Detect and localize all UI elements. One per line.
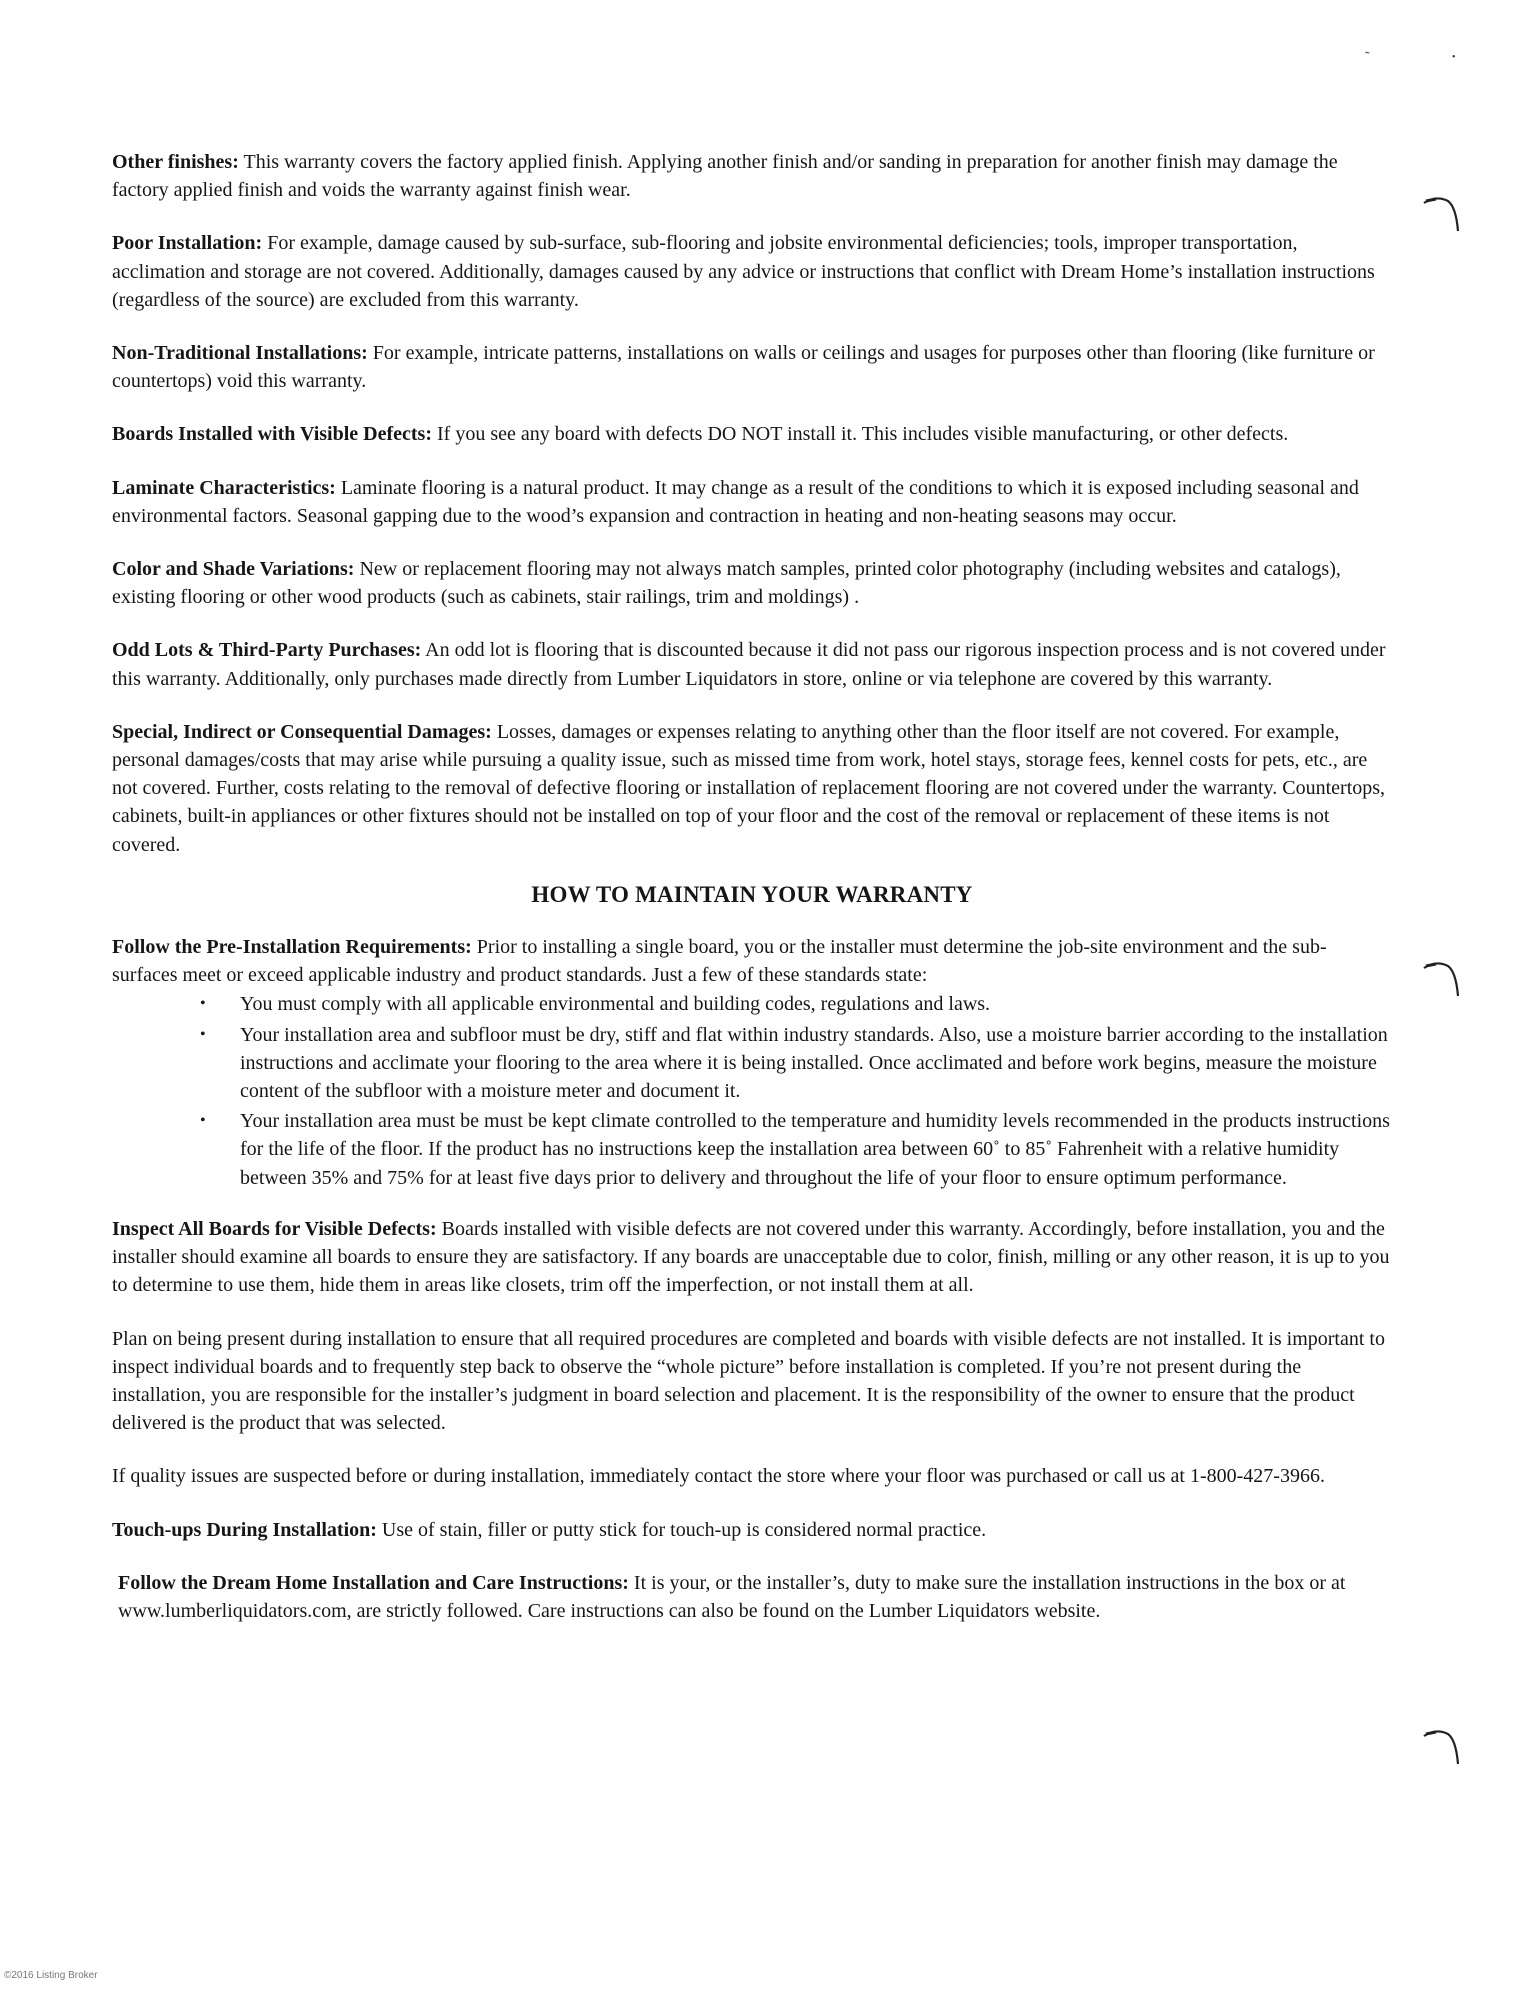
list-item <box>200 990 1392 1018</box>
footer-copyright: ©2016 Listing Broker <box>4 1970 98 1981</box>
paragraph-label: Other finishes: <box>112 151 239 173</box>
paragraph-label: Touch-ups During Installation: <box>112 1518 377 1541</box>
scan-dot: • <box>1452 52 1456 63</box>
list-item <box>200 1107 1392 1192</box>
list-item-text: You must comply with all applicable environmental and building codes, regulations and laws. <box>240 993 991 1016</box>
paragraph-touch-ups <box>112 1516 1392 1544</box>
paragraph-label: Inspect All Boards for Visible Defects: <box>112 1217 437 1240</box>
list-item-text: Your installation area and subfloor must be dry, stiff and flat within industry standards. Also, use a moisture barrier according to the installation instructions and acclimate your flooring to the area where it is being installed. Once acclimated and before work begins, measure the moisture content of the subfloor with a moisture meter and document it. <box>240 1023 1388 1103</box>
list-item <box>200 1021 1392 1106</box>
paragraph-text: Use of stain, filler or putty stick for touch-up is considered normal practice. <box>376 1518 987 1541</box>
paragraph-plan-present: Plan on being present during installation to ensure that all required procedures are completed and boards with visible defects are not installed. It is important to inspect individual boards and to frequently step back to observe the “whole picture” before installation is completed. If you’re not present during the installation, you are responsible for the installer’s judgment in board selection and placement. It is the responsibility of the owner to ensure that the product delivered is the product that was selected. <box>112 1327 1385 1435</box>
binding-hole-mark <box>1422 1728 1462 1768</box>
paragraph-label: Poor Installation: <box>112 232 263 255</box>
paragraph-text: Losses, damages or expenses relating to anything other than the floor itself are not covered. For example, personal damages/costs that may arise while pursuing a quality issue, such as missed time from work, hotel stays, storage fees, kennel costs for pets, etc., are not covered. Further, costs relating to the removal of defective flooring or installation of replacement flooring are not covered under the warranty. Countertops, cabinets, built-in appliances or other fixtures should not be installed on top of your floor and the cost of the removal or replacement of these items is not covered. <box>112 720 1386 856</box>
paragraph-text: New or replacement flooring may not always match samples, printed color photography (including websites and catalogs), existing flooring or other wood products (such as cabinets, stair railings, trim and moldings) . <box>112 558 1341 609</box>
list-item-text: Your installation area must be must be kept climate controlled to the temperature and humidity levels recommended in the products instructions for the life of the floor. If the product has no instructions keep the installation area between 60˚ to 85˚ Fahrenheit with a relative humidity between 35% and 75% for at least five days prior to delivery and throughout the life of your floor to ensure optimum performance. <box>240 1110 1390 1189</box>
paragraph-inspect-boards <box>112 1215 1392 1300</box>
paragraph-poor-installation <box>112 229 1392 314</box>
paragraph-text: Laminate flooring is a natural product. It may change as a result of the conditions to which it is exposed including seasonal and environmental factors. Seasonal gapping due to the wood’s expansion and contraction in heating and non-heating seasons may occur. <box>112 476 1359 527</box>
paragraph-pre-installation <box>112 933 1392 989</box>
scan-mark: ˜ <box>1365 50 1370 65</box>
paragraph-text: This warranty covers the factory applied finish. Applying another finish and/or sanding in preparation for another finish may damage the factory applied finish and voids the warranty against finish wear. <box>112 151 1338 202</box>
paragraph-label: Follow the Dream Home Installation and Care Instructions: <box>118 1571 629 1594</box>
paragraph-quality-issues: If quality issues are suspected before or during installation, immediately contact the store where your floor was purchased or call us at 1-800-427-3966. <box>112 1465 1325 1488</box>
paragraph-special-damages <box>112 718 1392 859</box>
bullet-icon: • <box>200 995 206 1013</box>
paragraph-label: Boards Installed with Visible Defects: <box>112 423 432 446</box>
paragraph-text: If you see any board with defects DO NOT install it. This includes visible manufacturing, or other defects. <box>432 423 1289 446</box>
paragraph-text: For example, damage caused by sub-surface, sub-flooring and jobsite environmental deficiencies; tools, improper transportation, acclimation and storage are not covered. Additionally, damages caused by any advice or instructions that conflict with Dream Home’s installation instructions (regardless of the source) are excluded from this warranty. <box>112 232 1375 311</box>
bullet-icon: • <box>200 1025 206 1043</box>
paragraph-text: Prior to installing a single board, you or the installer must determine the job-site environment and the sub-surfaces meet or exceed applicable industry and product standards. Just a few of these standards state: <box>112 936 1327 987</box>
document-body <box>112 148 1392 1650</box>
paragraph-text: Boards installed with visible defects are not covered under this warranty. Accordingly, before installation, you and the installer should examine all boards to ensure they are satisfactory. If any boards are unacceptable due to color, finish, milling or any other reason, it is up to you to determine to use them, hide them in areas like closets, trim off the imperfection, or not install them at all. <box>112 1217 1390 1297</box>
binding-hole-mark <box>1422 195 1462 235</box>
paragraph-label: Non-Traditional Installations: <box>112 342 368 365</box>
paragraph-label: Color and Shade Variations: <box>112 558 355 581</box>
paragraph-label: Laminate Characteristics: <box>112 476 336 499</box>
requirements-list <box>112 990 1392 1191</box>
paragraph-color-shade <box>112 555 1392 611</box>
section-heading: HOW TO MAINTAIN YOUR WARRANTY <box>531 881 973 907</box>
paragraph-text: It is your, or the installer’s, duty to make sure the installation instructions in the box or at www.lumberliquidators.com, are strictly followed. Care instructions can also be found on the Lumber Liquidators website. <box>118 1571 1346 1622</box>
paragraph-text: An odd lot is flooring that is discounted because it did not pass our rigorous inspection process and is not covered under this warranty. Additionally, only purchases made directly from Lumber Liquidators in store, online or via telephone are covered by this warranty. <box>112 639 1386 690</box>
paragraph-odd-lots <box>112 636 1392 692</box>
paragraph-follow-instructions <box>112 1569 1392 1625</box>
bullet-icon: • <box>200 1112 206 1130</box>
paragraph-non-traditional <box>112 339 1392 395</box>
paragraph-laminate <box>112 474 1392 530</box>
paragraph-text: For example, intricate patterns, installations on walls or ceilings and usages for purposes other than flooring (like furniture or countertops) void this warranty. <box>112 342 1375 393</box>
paragraph-visible-defects <box>112 420 1392 448</box>
paragraph-other-finishes <box>112 148 1392 204</box>
paragraph-label: Follow the Pre-Installation Requirements: <box>112 936 472 959</box>
binding-hole-mark <box>1422 960 1462 1000</box>
paragraph-label: Special, Indirect or Consequential Damages: <box>112 720 492 743</box>
paragraph-label: Odd Lots & Third-Party Purchases: <box>112 639 422 662</box>
